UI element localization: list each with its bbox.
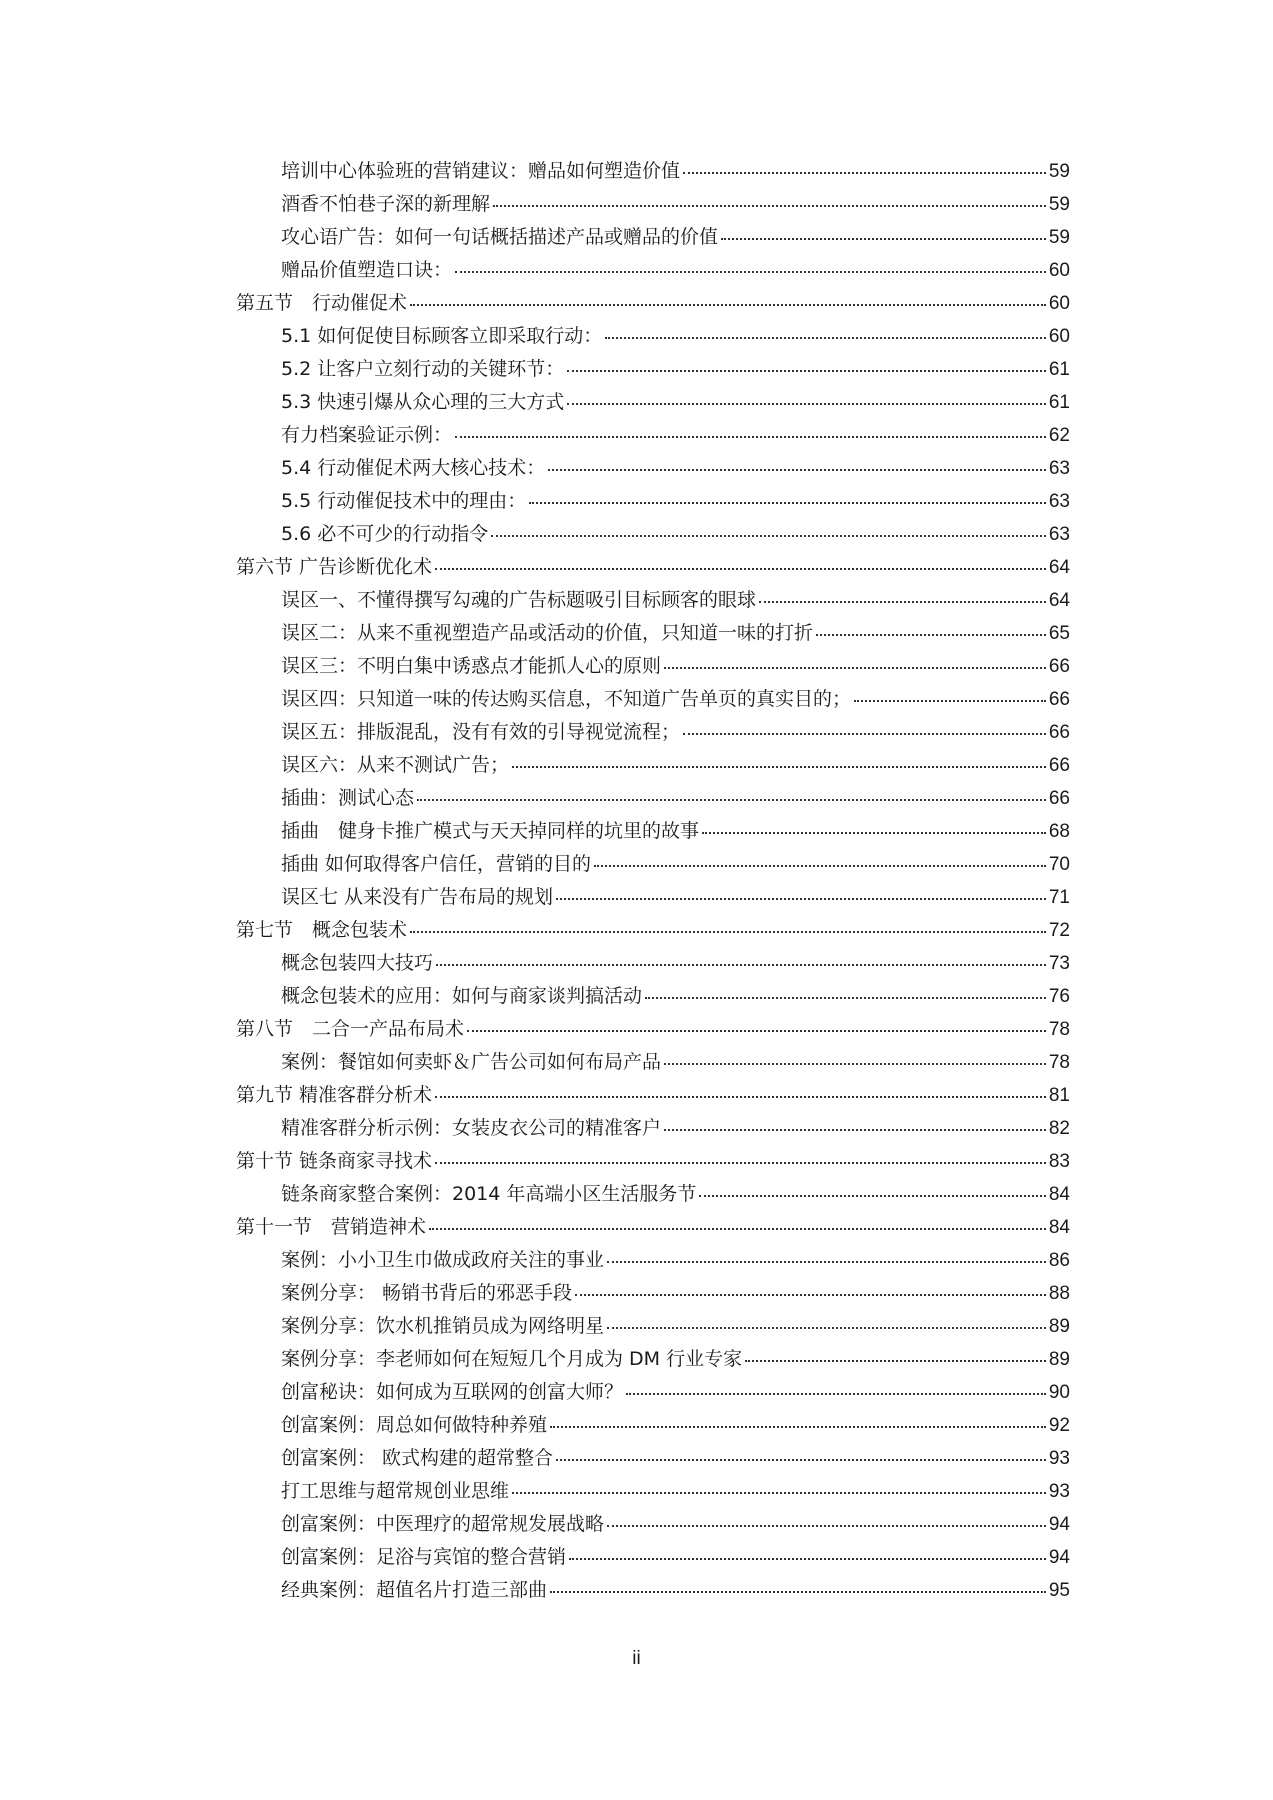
toc-entry-page-number: 62 (1048, 425, 1070, 446)
toc-entry-title: 误区一、不懂得撰写勾魂的广告标题吸引目标顾客的眼球 (281, 589, 757, 611)
toc-entry-page-number: 60 (1048, 260, 1070, 281)
toc-entry-page-number: 66 (1048, 689, 1070, 710)
toc-entry-page-number: 73 (1048, 953, 1070, 974)
toc-entry-title: 有力档案验证示例： (281, 424, 453, 446)
toc-entry[interactable] (236, 254, 1070, 287)
toc-entry[interactable] (236, 782, 1070, 815)
toc-entry[interactable] (236, 683, 1070, 716)
toc-entry-title: 5.4 行动催促术两大核心技术： (281, 457, 546, 479)
toc-dot-leader (548, 467, 1046, 471)
toc-entry-title: 第九节 精准客群分析术 (236, 1084, 433, 1106)
toc-entry-title: 第五节 行动催促术 (236, 292, 408, 314)
toc-entry-page-number: 59 (1048, 161, 1070, 182)
toc-entry-page-number: 84 (1048, 1184, 1070, 1205)
toc-entry-title: 赠品价值塑造口诀： (281, 259, 453, 281)
toc-dot-leader (567, 401, 1046, 405)
toc-entry[interactable] (236, 617, 1070, 650)
toc-entry-title: 经典案例：超值名片打造三部曲 (281, 1579, 548, 1601)
toc-entry-page-number: 83 (1048, 1151, 1070, 1172)
toc-entry-page-number: 78 (1048, 1052, 1070, 1073)
toc-entry[interactable] (236, 1574, 1070, 1607)
toc-entry-page-number: 64 (1048, 590, 1070, 611)
toc-entry[interactable] (236, 1541, 1070, 1574)
toc-dot-leader (699, 1193, 1045, 1197)
toc-entry-title: 案例分享：饮水机推销员成为网络明星 (281, 1315, 605, 1337)
toc-entry-page-number: 60 (1048, 293, 1070, 314)
toc-entry-page-number: 65 (1048, 623, 1070, 644)
toc-entry[interactable] (236, 1376, 1070, 1409)
toc-entry-page-number: 59 (1048, 194, 1070, 215)
toc-entry-page-number: 89 (1048, 1349, 1070, 1370)
toc-entry-page-number: 94 (1048, 1514, 1070, 1535)
toc-entry-title: 5.1 如何促使目标顾客立即采取行动： (281, 325, 603, 347)
toc-entry-page-number: 63 (1048, 491, 1070, 512)
toc-entry-title: 5.3 快速引爆从众心理的三大方式 (281, 391, 565, 413)
toc-entry-page-number: 68 (1048, 821, 1070, 842)
toc-dot-leader (455, 434, 1046, 438)
toc-entry[interactable] (236, 485, 1070, 518)
toc-dot-leader (645, 995, 1046, 999)
toc-entry[interactable] (236, 1277, 1070, 1310)
toc-dot-leader (435, 1160, 1046, 1164)
toc-entry-title: 案例分享： 畅销书背后的邪恶手段 (281, 1282, 573, 1304)
toc-entry-page-number: 89 (1048, 1316, 1070, 1337)
toc-entry-page-number: 93 (1048, 1481, 1070, 1502)
toc-entry[interactable] (236, 386, 1070, 419)
toc-dot-leader (607, 1259, 1046, 1263)
toc-dot-leader (626, 1391, 1046, 1395)
toc-dot-leader (664, 1127, 1046, 1131)
toc-dot-leader (575, 1292, 1046, 1296)
toc-entry-page-number: 82 (1048, 1118, 1070, 1139)
toc-entry-title: 误区七 从来没有广告布局的规划 (281, 886, 554, 908)
toc-dot-leader (759, 599, 1046, 603)
toc-dot-leader (683, 731, 1046, 735)
toc-entry-title: 创富案例： 欧式构建的超常整合 (281, 1447, 554, 1469)
toc-entry-page-number: 78 (1048, 1019, 1070, 1040)
toc-entry-title: 创富案例：周总如何做特种养殖 (281, 1414, 548, 1436)
toc-entry[interactable] (236, 1013, 1070, 1046)
toc-entry[interactable] (236, 1508, 1070, 1541)
toc-entry[interactable] (236, 1244, 1070, 1277)
toc-entry[interactable] (236, 155, 1070, 188)
toc-entry-title: 第八节 二合一产品布局术 (236, 1018, 465, 1040)
toc-entry[interactable] (236, 287, 1070, 320)
toc-dot-leader (429, 1226, 1046, 1230)
toc-entry-title: 插曲：测试心态 (281, 787, 415, 809)
toc-entry-title: 5.5 行动催促技术中的理由： (281, 490, 527, 512)
toc-entry-page-number: 93 (1048, 1448, 1070, 1469)
toc-entry[interactable] (236, 1442, 1070, 1475)
toc-entry-page-number: 59 (1048, 227, 1070, 248)
toc-entry-title: 创富案例：中医理疗的超常规发展战略 (281, 1513, 605, 1535)
toc-entry-title: 案例：小小卫生巾做成政府关注的事业 (281, 1249, 605, 1271)
toc-entry-title: 误区五：排版混乱，没有有效的引导视觉流程； (281, 721, 681, 743)
toc-entry-title: 攻心语广告：如何一句话概括描述产品或赠品的价值 (281, 226, 719, 248)
toc-entry-title: 误区四：只知道一味的传达购买信息，不知道广告单页的真实目的； (281, 688, 852, 710)
toc-entry-page-number: 95 (1048, 1580, 1070, 1601)
toc-entry[interactable] (236, 1145, 1070, 1178)
toc-dot-leader (854, 698, 1046, 702)
toc-dot-leader (550, 1589, 1046, 1593)
toc-entry[interactable] (236, 1046, 1070, 1079)
toc-entry-title: 创富案例：足浴与宾馆的整合营销 (281, 1546, 567, 1568)
toc-entry-title: 打工思维与超常规创业思维 (281, 1480, 510, 1502)
toc-dot-leader (721, 236, 1046, 240)
toc-dot-leader (491, 533, 1046, 537)
toc-entry[interactable] (236, 650, 1070, 683)
toc-entry-title: 案例分享：李老师如何在短短几个月成为 DM 行业专家 (281, 1348, 743, 1370)
toc-entry[interactable] (236, 518, 1070, 551)
toc-dot-leader (702, 830, 1046, 834)
toc-entry-title: 创富秘诀：如何成为互联网的创富大师？ (281, 1381, 624, 1403)
toc-entry-page-number: 64 (1048, 557, 1070, 578)
toc-entry-title: 第七节 概念包装术 (236, 919, 408, 941)
toc-entry-title: 误区六：从来不测试广告； (281, 754, 510, 776)
toc-dot-leader (664, 665, 1046, 669)
toc-entry-page-number: 81 (1048, 1085, 1070, 1106)
toc-entry-page-number: 66 (1048, 788, 1070, 809)
toc-dot-leader (512, 1490, 1046, 1494)
toc-dot-leader (816, 632, 1046, 636)
toc-dot-leader (493, 203, 1046, 207)
toc-entry-page-number: 66 (1048, 755, 1070, 776)
toc-entry[interactable] (236, 716, 1070, 749)
page-footer-number: ii (632, 1648, 641, 1669)
toc-dot-leader (529, 500, 1046, 504)
toc-entry-page-number: 88 (1048, 1283, 1070, 1304)
toc-entry-page-number: 61 (1048, 392, 1070, 413)
toc-entry-title: 培训中心体验班的营销建议：赠品如何塑造价值 (281, 160, 681, 182)
toc-entry-page-number: 76 (1048, 986, 1070, 1007)
toc-entry[interactable] (236, 452, 1070, 485)
toc-entry-title: 误区三：不明白集中诱惑点才能抓人心的原则 (281, 655, 662, 677)
toc-dot-leader (556, 896, 1046, 900)
toc-entry[interactable] (236, 1409, 1070, 1442)
toc-entry-title: 第六节 广告诊断优化术 (236, 556, 433, 578)
toc-dot-leader (436, 962, 1046, 966)
toc-entry-page-number: 70 (1048, 854, 1070, 875)
toc-entry[interactable] (236, 551, 1070, 584)
toc-dot-leader (435, 1094, 1046, 1098)
toc-dot-leader (605, 335, 1046, 339)
toc-entry-title: 第十节 链条商家寻找术 (236, 1150, 433, 1172)
toc-dot-leader (550, 1424, 1046, 1428)
toc-entry-title: 概念包装四大技巧 (281, 952, 434, 974)
toc-entry-page-number: 66 (1048, 722, 1070, 743)
toc-dot-leader (556, 1457, 1046, 1461)
toc-entry-page-number: 61 (1048, 359, 1070, 380)
toc-entry-title: 5.2 让客户立刻行动的关键环节： (281, 358, 565, 380)
toc-entry-title: 插曲 健身卡推广模式与天天掉同样的坑里的故事 (281, 820, 700, 842)
toc-entry-title: 插曲 如何取得客户信任，营销的目的 (281, 853, 592, 875)
toc-entry[interactable] (236, 749, 1070, 782)
toc-dot-leader (567, 368, 1046, 372)
toc-entry-page-number: 66 (1048, 656, 1070, 677)
toc-dot-leader (455, 269, 1046, 273)
toc-entry-title: 案例：餐馆如何卖虾＆广告公司如何布局产品 (281, 1051, 662, 1073)
toc-dot-leader (467, 1028, 1046, 1032)
toc-entry-page-number: 90 (1048, 1382, 1070, 1403)
toc-entry[interactable] (236, 1178, 1070, 1211)
toc-entry-title: 精准客群分析示例：女装皮衣公司的精准客户 (281, 1117, 662, 1139)
toc-dot-leader (607, 1523, 1046, 1527)
toc-entry[interactable] (236, 914, 1070, 947)
toc-entry-title: 链条商家整合案例：2014 年高端小区生活服务节 (281, 1183, 697, 1205)
toc-entry-page-number: 63 (1048, 524, 1070, 545)
toc-dot-leader (569, 1556, 1046, 1560)
toc-entry-title: 酒香不怕巷子深的新理解 (281, 193, 491, 215)
toc-entry[interactable] (236, 1211, 1070, 1244)
toc-entry-page-number: 84 (1048, 1217, 1070, 1238)
toc-entry[interactable] (236, 419, 1070, 452)
toc-dot-leader (594, 863, 1046, 867)
toc-entry[interactable] (236, 221, 1070, 254)
toc-dot-leader (512, 764, 1046, 768)
toc-entry-page-number: 72 (1048, 920, 1070, 941)
toc-dot-leader (417, 797, 1046, 801)
toc-entry[interactable] (236, 188, 1070, 221)
toc-entry-page-number: 86 (1048, 1250, 1070, 1271)
toc-entry[interactable] (236, 980, 1070, 1013)
toc-dot-leader (410, 929, 1046, 933)
table-of-contents (236, 155, 1070, 1607)
toc-entry[interactable] (236, 320, 1070, 353)
toc-dot-leader (745, 1358, 1046, 1362)
toc-entry-page-number: 94 (1048, 1547, 1070, 1568)
toc-entry[interactable] (236, 584, 1070, 617)
toc-entry-title: 误区二：从来不重视塑造产品或活动的价值，只知道一味的打折 (281, 622, 814, 644)
toc-entry-title: 概念包装术的应用：如何与商家谈判搞活动 (281, 985, 643, 1007)
toc-entry[interactable] (236, 1475, 1070, 1508)
toc-dot-leader (410, 302, 1046, 306)
toc-entry-title: 5.6 必不可少的行动指令 (281, 523, 489, 545)
toc-entry[interactable] (236, 815, 1070, 848)
toc-entry[interactable] (236, 1343, 1070, 1376)
toc-entry-page-number: 63 (1048, 458, 1070, 479)
toc-dot-leader (435, 566, 1046, 570)
toc-entry[interactable] (236, 947, 1070, 980)
toc-entry[interactable] (236, 1079, 1070, 1112)
toc-entry-page-number: 60 (1048, 326, 1070, 347)
toc-entry[interactable] (236, 881, 1070, 914)
toc-entry-title: 第十一节 营销造神术 (236, 1216, 427, 1238)
toc-entry[interactable] (236, 353, 1070, 386)
toc-dot-leader (683, 170, 1046, 174)
toc-entry[interactable] (236, 1112, 1070, 1145)
toc-dot-leader (607, 1325, 1046, 1329)
toc-entry[interactable] (236, 1310, 1070, 1343)
toc-dot-leader (664, 1061, 1046, 1065)
toc-entry-page-number: 92 (1048, 1415, 1070, 1436)
toc-entry[interactable] (236, 848, 1070, 881)
toc-entry-page-number: 71 (1048, 887, 1070, 908)
